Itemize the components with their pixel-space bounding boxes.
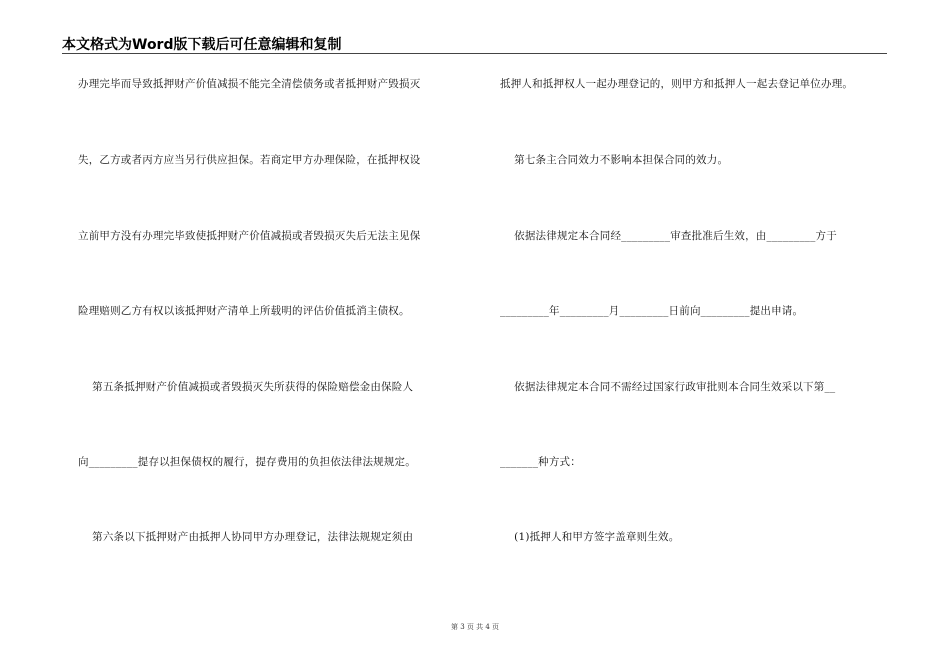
left-line-2: 失，乙方或者丙方应当另行供应担保。若商定甲方办理保险，在抵押权设 bbox=[78, 154, 421, 166]
left-line-6: 向_________提存以担保债权的履行，提存费用的负担依法律法规规定。 bbox=[78, 456, 416, 468]
left-line-5: 第五条抵押财产价值减损或者毁损灭失所获得的保险赔偿金由保险人 bbox=[78, 381, 414, 393]
left-line-7: 第六条以下抵押财产由抵押人协同甲方办理登记，法律法规规定须由 bbox=[78, 531, 414, 543]
right-line-5: 依据法律规定本合同不需经过国家行政审批则本合同生效采以下第__ bbox=[500, 381, 836, 393]
left-line-3: 立前甲方没有办理完毕致使抵押财产价值减损或者毁损灭失后无法主见保 bbox=[78, 230, 421, 242]
right-line-2: 第七条主合同效力不影响本担保合同的效力。 bbox=[500, 154, 729, 166]
header-divider bbox=[62, 53, 887, 54]
right-line-6: _______种方式： bbox=[500, 456, 581, 468]
right-line-1: 抵押人和抵押权人一起办理登记的，则甲方和抵押人一起去登记单位办理。 bbox=[500, 78, 854, 90]
page-number: 第 3 页 共 4 页 bbox=[450, 623, 500, 631]
left-line-1: 办理完毕而导致抵押财产价值减损不能完全清偿债务或者抵押财产毁损灭 bbox=[78, 78, 421, 90]
right-line-3: 依据法律规定本合同经_________审查批准后生效，由_________方于 bbox=[500, 230, 837, 242]
right-line-7: (1)抵押人和甲方签字盖章则生效。 bbox=[500, 531, 680, 543]
left-line-4: 险理赔则乙方有权以该抵押财产清单上所载明的评估价值抵消主债权。 bbox=[78, 305, 410, 317]
right-line-4: _________年_________月_________日前向_________提出申请。 bbox=[500, 305, 804, 317]
page-header-title: 本文格式为Word版下载后可任意编辑和复制 bbox=[62, 37, 342, 53]
